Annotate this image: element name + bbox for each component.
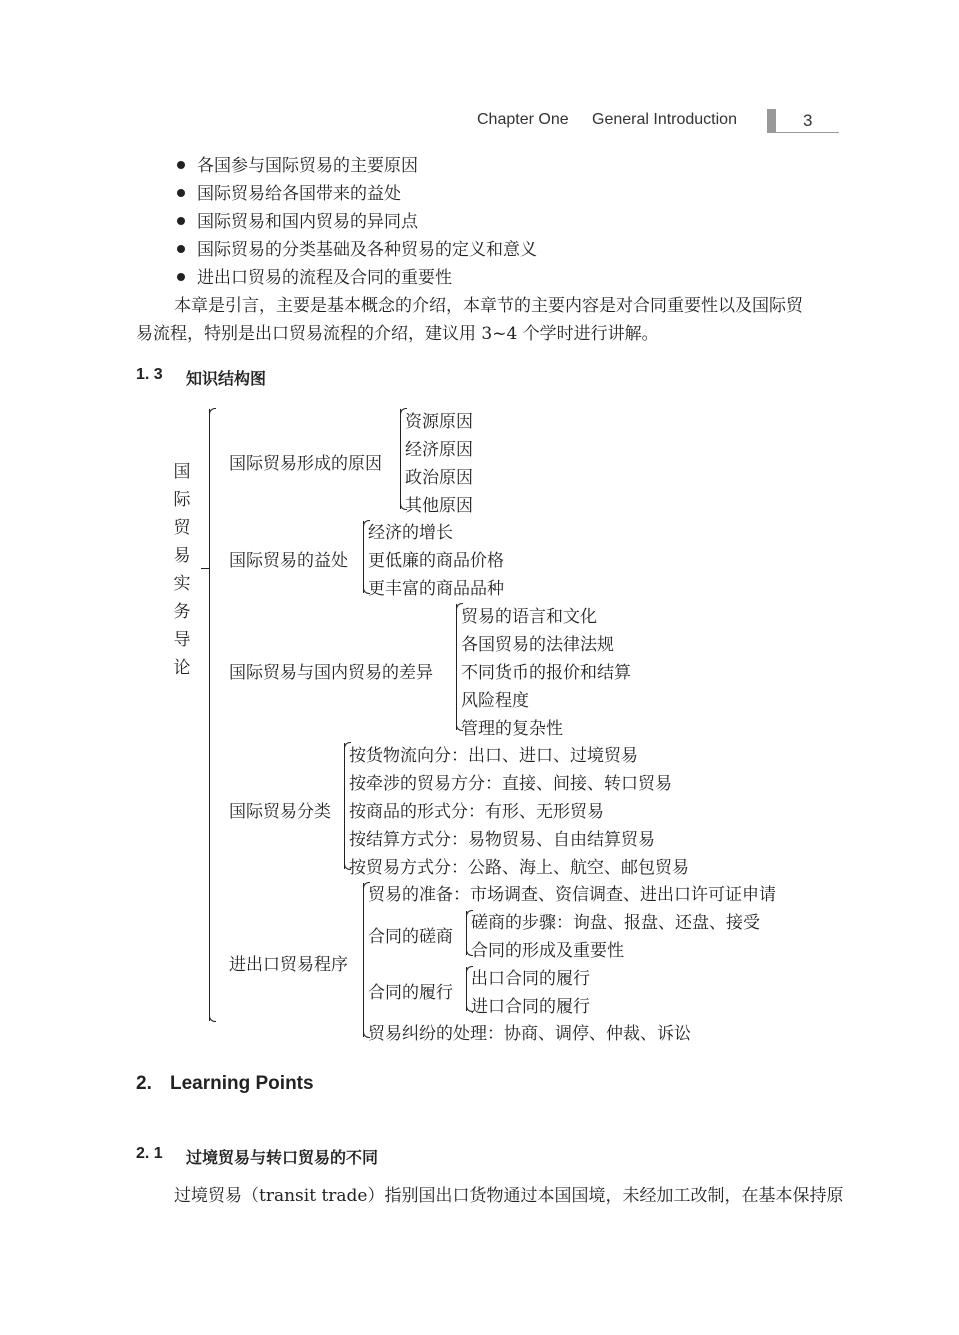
tree-root-char: 务 bbox=[173, 602, 191, 622]
tree-root-char: 实 bbox=[173, 574, 191, 594]
main-brace-tip bbox=[201, 568, 209, 569]
tree-root-char: 论 bbox=[173, 658, 191, 678]
branch-item: 按货物流向分：出口、进口、过境贸易 bbox=[349, 746, 638, 766]
bullet-icon bbox=[177, 273, 185, 281]
branch-item: 更低廉的商品价格 bbox=[368, 551, 504, 571]
intro-paragraph-line2: 易流程，特别是出口贸易流程的介绍，建议用 3~4 个学时进行讲解。 bbox=[136, 324, 659, 344]
intro-paragraph-line1: 本章是引言，主要是基本概念的介绍，本章节的主要内容是对合同重要性以及国际贸 bbox=[174, 296, 803, 316]
bullet-icon bbox=[177, 245, 185, 253]
branch-item: 经济原因 bbox=[405, 440, 473, 460]
section-number: 1. 3 bbox=[136, 366, 163, 383]
branch-formation-brace bbox=[400, 409, 401, 509]
section-title: 过境贸易与转口贸易的不同 bbox=[186, 1150, 379, 1167]
running-header-title: General Introduction bbox=[592, 111, 737, 128]
branch-item: 出口合同的履行 bbox=[471, 969, 590, 989]
header-gray-bar bbox=[767, 109, 776, 133]
bullet-text: 国际贸易和国内贸易的异同点 bbox=[197, 212, 418, 232]
branch-item: 按牵涉的贸易方分：直接、间接、转口贸易 bbox=[349, 774, 672, 794]
bullet-item bbox=[177, 152, 418, 180]
branch-benefit-brace bbox=[363, 521, 364, 593]
transit-trade-paragraph: 过境贸易（transit trade）指别国出口货物通过本国国境，未经加工改制，在基本保持原 bbox=[174, 1186, 844, 1206]
section-title: Learning Points bbox=[170, 1073, 314, 1094]
branch-item: 贸易的准备：市场调查、资信调查、进出口许可证申请 bbox=[368, 885, 776, 905]
branch-difference-label: 国际贸易与国内贸易的差异 bbox=[229, 663, 433, 683]
bullet-item bbox=[177, 180, 401, 208]
bullet-item bbox=[177, 208, 418, 236]
branch-item: 贸易纠纷的处理：协商、调停、仲裁、诉讼 bbox=[368, 1024, 691, 1044]
sub-branch-negotiation-label: 合同的磋商 bbox=[368, 927, 453, 947]
page-number: 3 bbox=[803, 111, 813, 130]
bullet-item bbox=[177, 264, 452, 292]
section-number: 2. 1 bbox=[136, 1145, 163, 1162]
bullet-icon bbox=[177, 217, 185, 225]
branch-item: 按商品的形式分：有形、无形贸易 bbox=[349, 802, 604, 822]
branch-item: 政治原因 bbox=[405, 468, 473, 488]
header-rule bbox=[776, 132, 839, 133]
branch-item: 风险程度 bbox=[461, 691, 529, 711]
branch-item: 贸易的语言和文化 bbox=[461, 607, 597, 627]
branch-procedure-label: 进出口贸易程序 bbox=[229, 955, 348, 975]
bullet-text: 各国参与国际贸易的主要原因 bbox=[197, 156, 418, 176]
branch-item: 其他原因 bbox=[405, 496, 473, 516]
branch-item: 资源原因 bbox=[405, 412, 473, 432]
tree-root-char: 易 bbox=[173, 546, 191, 566]
branch-item: 按贸易方式分：公路、海上、航空、邮包贸易 bbox=[349, 858, 689, 878]
tree-root-char: 贸 bbox=[173, 518, 191, 538]
branch-item: 进口合同的履行 bbox=[471, 997, 590, 1017]
branch-procedure-brace bbox=[363, 883, 364, 1037]
branch-classification-brace bbox=[344, 743, 345, 869]
sub-branch-performance-label: 合同的履行 bbox=[368, 983, 453, 1003]
bullet-item bbox=[177, 236, 537, 264]
branch-benefit-label: 国际贸易的益处 bbox=[229, 551, 348, 571]
branch-item: 按结算方式分：易物贸易、自由结算贸易 bbox=[349, 830, 655, 850]
main-brace bbox=[209, 409, 210, 1021]
branch-item: 各国贸易的法律法规 bbox=[461, 635, 614, 655]
sub-branch-negotiation-brace bbox=[466, 911, 467, 955]
sub-branch-performance-brace bbox=[466, 967, 467, 1011]
branch-item: 磋商的步骤：询盘、报盘、还盘、接受 bbox=[471, 913, 760, 933]
tree-root-char: 国 bbox=[173, 462, 191, 482]
tree-root-char: 际 bbox=[173, 490, 191, 510]
branch-item: 不同货币的报价和结算 bbox=[461, 663, 631, 683]
bullet-icon bbox=[177, 189, 185, 197]
branch-item: 经济的增长 bbox=[368, 523, 453, 543]
bullet-icon bbox=[177, 161, 185, 169]
tree-root-char: 导 bbox=[173, 630, 191, 650]
running-header-chapter: Chapter One bbox=[477, 111, 569, 128]
branch-item: 合同的形成及重要性 bbox=[471, 941, 624, 961]
branch-formation-label: 国际贸易形成的原因 bbox=[229, 454, 382, 474]
bullet-text: 国际贸易的分类基础及各种贸易的定义和意义 bbox=[197, 240, 537, 260]
branch-item: 管理的复杂性 bbox=[461, 719, 563, 739]
bullet-text: 国际贸易给各国带来的益处 bbox=[197, 184, 401, 204]
branch-classification-label: 国际贸易分类 bbox=[229, 802, 331, 822]
branch-difference-brace bbox=[456, 604, 457, 730]
bullet-text: 进出口贸易的流程及合同的重要性 bbox=[197, 268, 452, 288]
section-number: 2. bbox=[136, 1073, 152, 1094]
branch-item: 更丰富的商品品种 bbox=[368, 579, 504, 599]
section-title: 知识结构图 bbox=[186, 371, 267, 388]
